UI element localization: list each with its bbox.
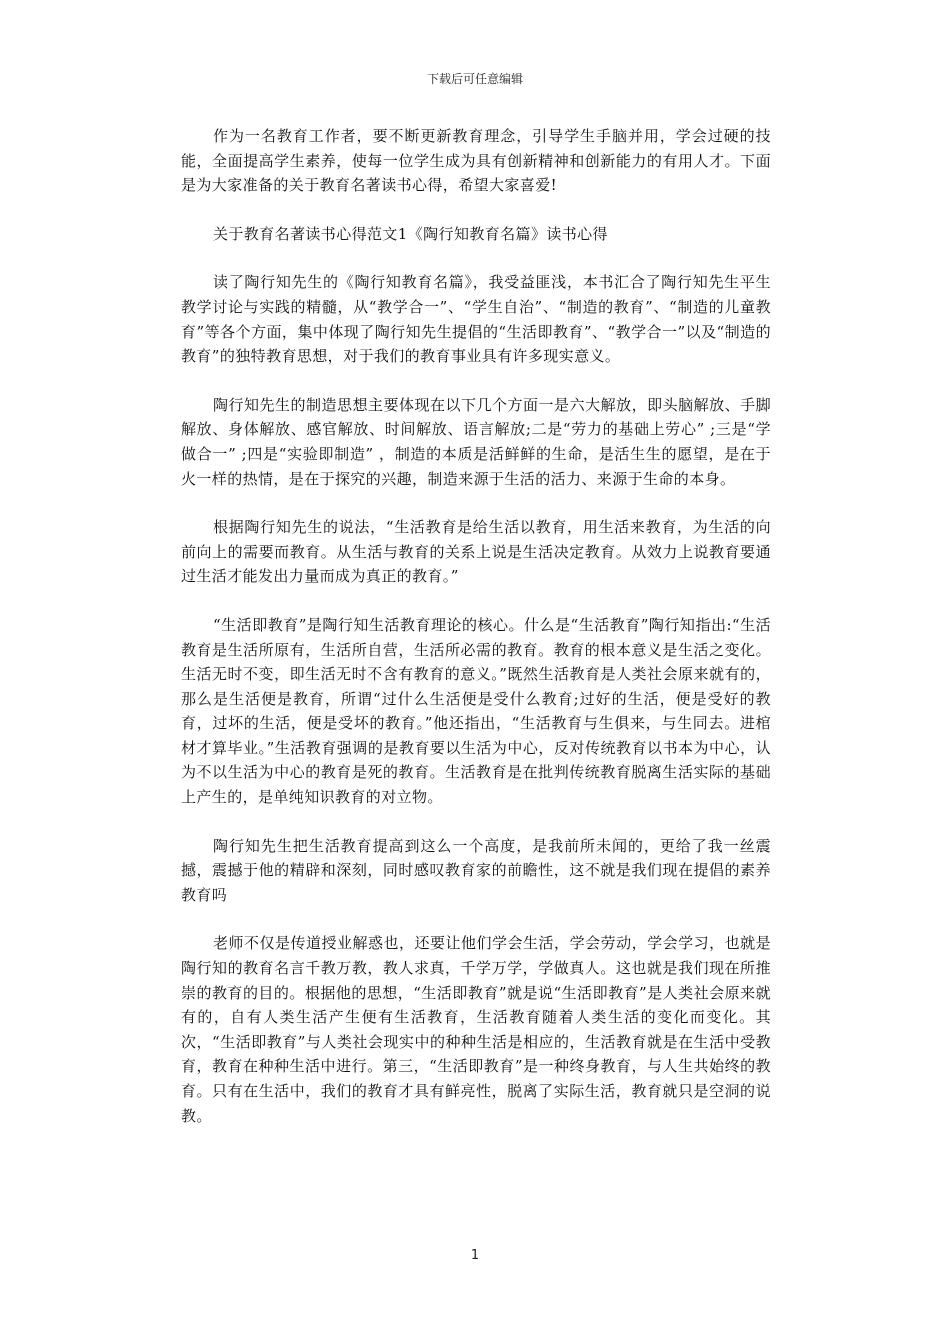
page-number: 1 bbox=[470, 1248, 480, 1263]
body-paragraph: 陶行知先生把生活教育提高到这么一个高度，是我前所未闻的，更给了我一丝震撼，震撼于他的精辟和深刻，同时感叹教育家的前瞻性，这不就是我们现在提倡的素养教育吗 bbox=[181, 836, 771, 904]
intro-paragraph: 作为一名教育工作者，要不断更新教育理念，引导学生手脑并用，学会过硬的技能，全面提高学生素养，使每一位学生成为具有创新精神和创新能力的有用人才。下面是为大家准备的关于教育名著读书心得，希望大家喜爱! bbox=[181, 127, 771, 195]
body-paragraph: 根据陶行知先生的说法，“生活教育是给生活以教育，用生活来教育，为生活的向前向上的需要而教育。从生活与教育的关系上说是生活决定教育。从效力上说教育要通过生活才能发出力量而成为真正的教育。” bbox=[181, 518, 771, 586]
body-paragraph: 读了陶行知先生的《陶行知教育名篇》，我受益匪浅，本书汇合了陶行知先生平生教学讨论与实践的精髓，从“教学合一”、“学生自治”、“制造的教育”、“制造的儿童教育”等各个方面，集中体现了陶行知先生提倡的“生活即教育”、“教学合一”以及“制造的教育”的独特教育思想，对于我们的教育事业具有许多现实意义。 bbox=[181, 273, 771, 366]
body-paragraph: 老师不仅是传道授业解惑也，还要让他们学会生活，学会劳动，学会学习，也就是陶行知的教育名言千教万教，教人求真，千学万学，学做真人。这也就是我们现在所推崇的教育的目的。根据他的思想，“生活即教育”就是说“生活即教育”是人类社会原来就有的，自有人类生活产生便有生活教育，生活教育随着人类生活的变化而变化。其次，“生活即教育”与人类社会现实中的种种生活是相应的，生活教育就是在生活中受教育，教育在种种生活中进行。第三，“生活即教育”是一种终身教育，与人生共始终的教育。只有在生活中，我们的教育才具有鲜亮性，脱离了实际生活，教育就只是空洞的说教。 bbox=[181, 934, 771, 1125]
body-paragraph: 陶行知先生的制造思想主要体现在以下几个方面一是六大解放，即头脑解放、手脚解放、身体解放、感官解放、时间解放、语言解放;二是“劳力的基础上劳心” ;三是“学做合一” ;四是“实验即制造” ，制造的本质是活鲜鲜的生命，是活生生的愿望，是在于火一样的热情，是在于探究的兴趣，制造来源于生活的活力、来源于生命的本身。 bbox=[181, 395, 771, 488]
body-paragraph: “生活即教育”是陶行知生活教育理论的核心。什么是“生活教育”陶行知指出:“生活教育是生活所原有，生活所自营，生活所必需的教育。教育的根本意义是生活之变化。生活无时不变，即生活无时不含有教育的意义。”既然生活教育是人类社会原来就有的，那么是生活便是教育，所谓“过什么生活便是受什么教育;过好的生活，便是受好的教育，过坏的生活，便是受坏的教育。”他还指出，“生活教育与生俱来，与生同去。进棺材才算毕业。”生活教育强调的是教育要以生活为中心，反对传统教育以书本为中心，认为不以生活为中心的教育是死的教育。生活教育是在批判传统教育脱离生活实际的基础上产生的，是单纯知识教育的对立物。 bbox=[181, 615, 771, 807]
page-header-note: 下载后可任意编辑 bbox=[426, 72, 523, 86]
document-body bbox=[181, 124, 771, 1152]
section-title: 关于教育名著读书心得范文1《陶行知教育名篇》读书心得 bbox=[213, 224, 608, 243]
